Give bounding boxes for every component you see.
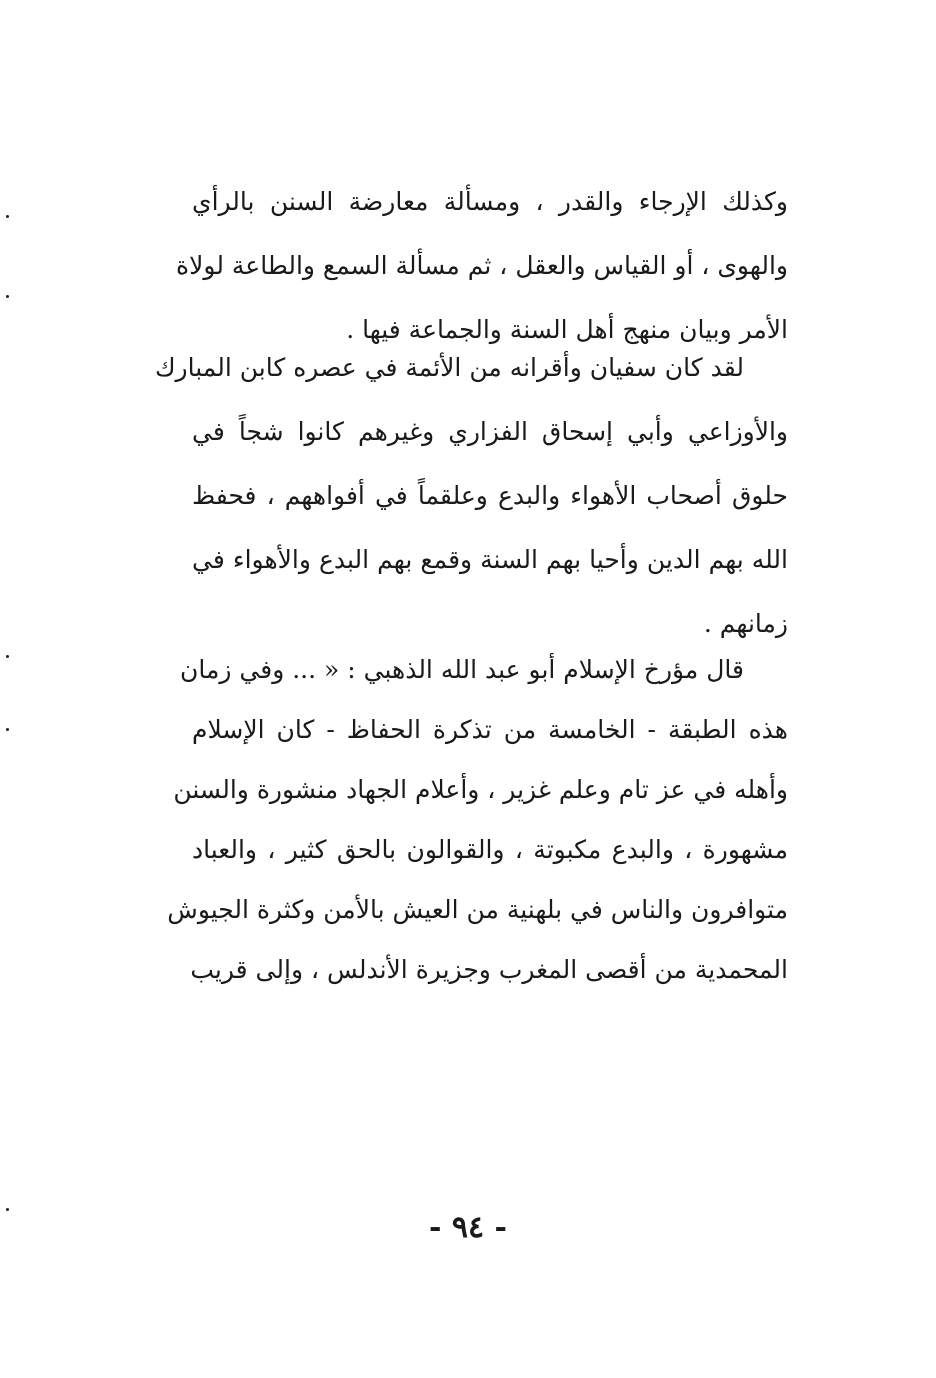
text-line: والأوزاعي وأبي إسحاق الفزاري وغيرهم كانوا شجاً في [192, 417, 788, 446]
text-line: متوافرون والناس في بلهنية من العيش بالأمن وكثرة الجيوش [167, 895, 788, 924]
paragraph-3 [167, 640, 788, 1000]
scan-speck [6, 1208, 9, 1211]
text-line: المحمدية من أقصى المغرب وجزيرة الأندلس ، وإلى قريب [190, 955, 788, 984]
paragraph-2 [154, 336, 788, 656]
scan-speck [6, 728, 9, 731]
text-line: قال مؤرخ الإسلام أبو عبد الله الذهبي : « ... وفي زمان [180, 655, 744, 684]
scan-speck [6, 655, 9, 658]
text-line: وأهله في عز تام وعلم غزير ، وأعلام الجهاد منشورة والسنن [173, 775, 788, 804]
text-line: لقد كان سفيان وأقرانه من الأئمة في عصره كابن المبارك [154, 353, 744, 382]
text-line: الله بهم الدين وأحيا بهم السنة وقمع بهم البدع والأهواء في [192, 545, 788, 574]
text-line: زمانهم . [703, 609, 788, 638]
scan-speck [6, 295, 9, 298]
text-line: حلوق أصحاب الأهواء والبدع وعلقماً في أفواههم ، فحفظ [192, 481, 788, 510]
text-line: والهوى ، أو القياس والعقل ، ثم مسألة السمع والطاعة لولاة [176, 251, 788, 280]
page-number: - ٩٤ - [428, 1210, 508, 1245]
paragraph-1 [176, 170, 788, 362]
text-line: هذه الطبقة - الخامسة من تذكرة الحفاظ - كان الإسلام [192, 715, 788, 744]
text-line: وكذلك الإرجاء والقدر ، ومسألة معارضة السنن بالرأي [192, 187, 788, 216]
text-line: الأمر وبيان منهج أهل السنة والجماعة فيها . [346, 315, 788, 344]
text-line: مشهورة ، والبدع مكبوتة ، والقوالون بالحق كثير ، والعباد [192, 835, 788, 864]
scan-speck [6, 215, 9, 218]
